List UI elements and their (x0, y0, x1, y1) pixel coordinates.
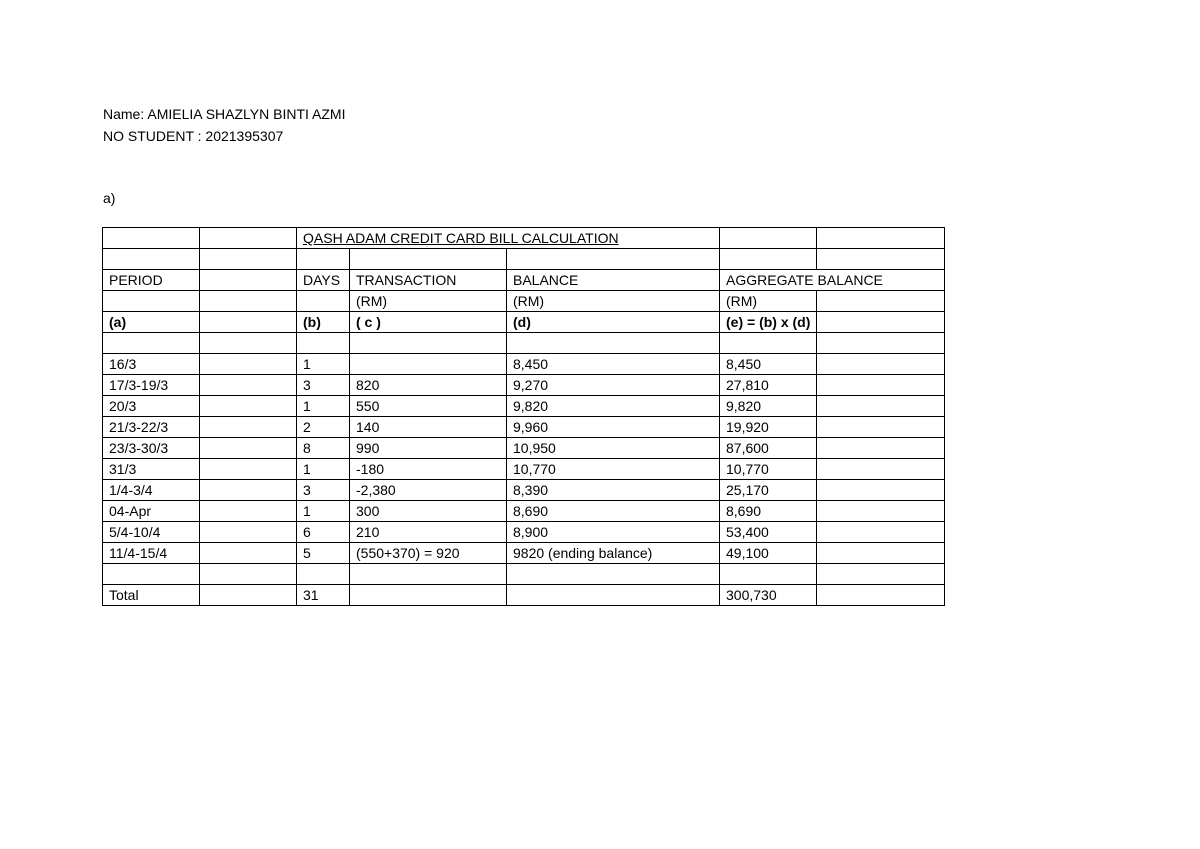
table-cell (817, 564, 945, 585)
cell-transaction: 820 (350, 375, 507, 396)
cell-aggregate: 9,820 (720, 396, 817, 417)
table-cell (200, 417, 297, 438)
table-cell (817, 291, 945, 312)
part-label: a) (103, 190, 116, 206)
student-name: Name: AMIELIA SHAZLYN BINTI AZMI (103, 106, 346, 122)
total-row (103, 585, 945, 606)
header-balance: BALANCE (507, 270, 720, 291)
table-cell (103, 564, 200, 585)
cell-days: 1 (297, 396, 350, 417)
cell-transaction: -180 (350, 459, 507, 480)
blank-row (103, 564, 945, 585)
cell-balance: 8,390 (507, 480, 720, 501)
table-cell (200, 480, 297, 501)
table-cell (817, 417, 945, 438)
cell-transaction: 300 (350, 501, 507, 522)
table-cell (200, 459, 297, 480)
table-cell (200, 375, 297, 396)
total-days: 31 (297, 585, 350, 606)
table-cell (200, 270, 297, 291)
code-transaction: ( c ) (350, 312, 507, 333)
cell-period: 11/4-15/4 (103, 543, 200, 564)
table-cell (297, 564, 350, 585)
cell-days: 6 (297, 522, 350, 543)
table-row (103, 522, 945, 543)
cell-aggregate: 8,450 (720, 354, 817, 375)
blank-row (103, 249, 945, 270)
table-cell (507, 249, 720, 270)
cell-balance: 8,690 (507, 501, 720, 522)
table-cell (200, 396, 297, 417)
table-row (103, 480, 945, 501)
unit-transaction: (RM) (350, 291, 507, 312)
cell-balance: 9,820 (507, 396, 720, 417)
table-cell (817, 585, 945, 606)
table-cell (350, 249, 507, 270)
table-cell (103, 228, 200, 249)
cell-transaction: 550 (350, 396, 507, 417)
table-cell (817, 480, 945, 501)
table-cell (200, 501, 297, 522)
codes-row (103, 312, 945, 333)
unit-aggregate: (RM) (720, 291, 817, 312)
table-row (103, 459, 945, 480)
table-cell (297, 291, 350, 312)
table-cell (507, 333, 720, 354)
table-cell (817, 228, 945, 249)
table-title: QASH ADAM CREDIT CARD BILL CALCULATION (297, 228, 720, 249)
header-transaction: TRANSACTION (350, 270, 507, 291)
table-row (103, 417, 945, 438)
table-cell (200, 354, 297, 375)
cell-transaction: 990 (350, 438, 507, 459)
cell-period: 16/3 (103, 354, 200, 375)
cell-aggregate: 8,690 (720, 501, 817, 522)
column-header-row (103, 270, 945, 291)
total-aggregate: 300,730 (720, 585, 817, 606)
units-row (103, 291, 945, 312)
cell-aggregate: 27,810 (720, 375, 817, 396)
table-row (103, 438, 945, 459)
header-days: DAYS (297, 270, 350, 291)
table-cell (817, 522, 945, 543)
title-row (103, 228, 945, 249)
cell-days: 3 (297, 480, 350, 501)
table-cell (103, 249, 200, 270)
table-cell (817, 333, 945, 354)
cell-transaction: (550+370) = 920 (350, 543, 507, 564)
cell-balance: 10,770 (507, 459, 720, 480)
table-cell (297, 333, 350, 354)
cell-balance: 8,900 (507, 522, 720, 543)
table-cell (817, 543, 945, 564)
cell-balance: 9,270 (507, 375, 720, 396)
table-cell (350, 564, 507, 585)
header-period: PERIOD (103, 270, 200, 291)
code-balance: (d) (507, 312, 720, 333)
table-cell (350, 333, 507, 354)
total-label: Total (103, 585, 200, 606)
cell-days: 3 (297, 375, 350, 396)
cell-days: 5 (297, 543, 350, 564)
header-aggregate-balance: AGGREGATE BALANCE (720, 270, 945, 291)
cell-balance: 10,950 (507, 438, 720, 459)
cell-period: 21/3-22/3 (103, 417, 200, 438)
table-cell (103, 333, 200, 354)
cell-days: 2 (297, 417, 350, 438)
cell-balance: 9820 (ending balance) (507, 543, 720, 564)
table-cell (817, 375, 945, 396)
table-cell (200, 333, 297, 354)
table-cell (817, 354, 945, 375)
table-cell (817, 396, 945, 417)
table-cell (720, 564, 817, 585)
table-cell (720, 228, 817, 249)
table-cell (200, 438, 297, 459)
cell-aggregate: 10,770 (720, 459, 817, 480)
table-cell (817, 501, 945, 522)
cell-aggregate: 49,100 (720, 543, 817, 564)
table-cell (200, 228, 297, 249)
table-cell (200, 249, 297, 270)
table-cell (200, 585, 297, 606)
table-cell (297, 249, 350, 270)
blank-row (103, 333, 945, 354)
table-cell (507, 585, 720, 606)
table-cell (200, 543, 297, 564)
cell-transaction: -2,380 (350, 480, 507, 501)
table-cell (200, 291, 297, 312)
cell-period: 04-Apr (103, 501, 200, 522)
table-row (103, 354, 945, 375)
table-row (103, 375, 945, 396)
table-cell (200, 312, 297, 333)
cell-days: 8 (297, 438, 350, 459)
table-cell (720, 333, 817, 354)
cell-days: 1 (297, 354, 350, 375)
cell-balance: 8,450 (507, 354, 720, 375)
table-cell (200, 564, 297, 585)
table-row (103, 501, 945, 522)
table-cell (200, 522, 297, 543)
table-cell (507, 564, 720, 585)
credit-card-bill-table (102, 227, 945, 606)
code-days: (b) (297, 312, 350, 333)
cell-days: 1 (297, 459, 350, 480)
table-cell (817, 249, 945, 270)
table-cell (817, 312, 945, 333)
cell-days: 1 (297, 501, 350, 522)
student-number: NO STUDENT : 2021395307 (103, 128, 284, 144)
cell-aggregate: 87,600 (720, 438, 817, 459)
cell-period: 5/4-10/4 (103, 522, 200, 543)
cell-period: 17/3-19/3 (103, 375, 200, 396)
cell-aggregate: 25,170 (720, 480, 817, 501)
table-cell (817, 459, 945, 480)
cell-aggregate: 53,400 (720, 522, 817, 543)
table-cell (817, 438, 945, 459)
table-row (103, 396, 945, 417)
cell-aggregate: 19,920 (720, 417, 817, 438)
cell-period: 23/3-30/3 (103, 438, 200, 459)
cell-period: 31/3 (103, 459, 200, 480)
table-cell (350, 585, 507, 606)
cell-transaction (350, 354, 507, 375)
table-cell (103, 291, 200, 312)
table-row (103, 543, 945, 564)
code-period: (a) (103, 312, 200, 333)
table-cell (720, 249, 817, 270)
unit-balance: (RM) (507, 291, 720, 312)
cell-period: 20/3 (103, 396, 200, 417)
cell-period: 1/4-3/4 (103, 480, 200, 501)
cell-balance: 9,960 (507, 417, 720, 438)
cell-transaction: 210 (350, 522, 507, 543)
code-aggregate: (e) = (b) x (d) (720, 312, 817, 333)
cell-transaction: 140 (350, 417, 507, 438)
